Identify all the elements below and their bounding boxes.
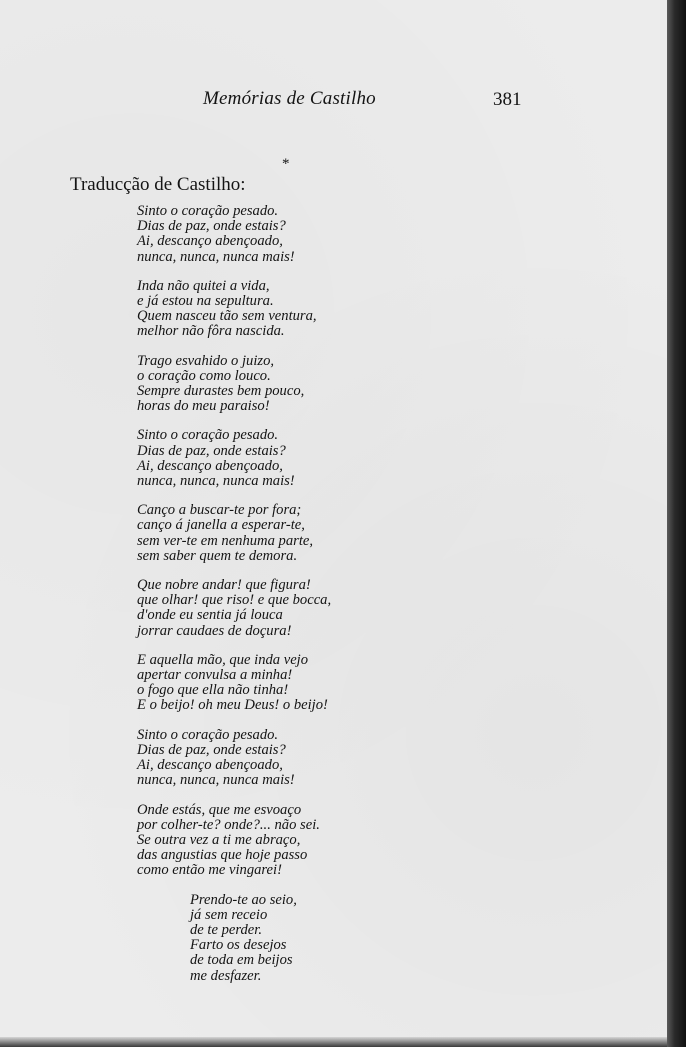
poem-line: E aquella mão, que inda vejo — [137, 651, 309, 668]
page-bottom-shadow — [0, 1037, 667, 1047]
section-title: Traducção de Castilho: — [70, 174, 246, 195]
poem-line: Sinto o coração pesado. — [137, 726, 279, 743]
poem-line: Onde estás, que me esvoaço — [137, 801, 302, 818]
poem-line: de toda em beijos — [190, 952, 293, 969]
poem — [137, 204, 557, 998]
poem-line: Se outra vez a ti me abraço, — [137, 831, 301, 848]
poem-line: Ai, descanço abençoado, — [137, 757, 283, 774]
poem-line: canço á janella a esperar-te, — [137, 517, 305, 534]
poem-line: nunca, nunca, nunca mais! — [137, 772, 295, 789]
poem-line: Inda não quitei a vida, — [137, 277, 270, 294]
poem-line: sem ver-te em nenhuma parte, — [137, 532, 313, 549]
poem-line: melhor não fôra nascida. — [137, 323, 285, 340]
book-edge-shadow — [667, 0, 686, 1047]
poem-line: Prendo-te ao seio, — [190, 891, 297, 908]
poem-line: como então me vingarei! — [137, 862, 282, 879]
poem-line: nunca, nunca, nunca mais! — [137, 473, 295, 490]
poem-line: Ai, descanço abençoado, — [137, 457, 283, 474]
poem-line: Ai, descanço abençoado, — [137, 233, 283, 250]
stanza — [137, 728, 557, 789]
poem-line: Dias de paz, onde estais? — [137, 218, 286, 235]
poem-line: Sinto o coração pesado. — [137, 427, 279, 444]
poem-line: Sempre durastes bem pouco, — [137, 383, 305, 400]
poem-line: sem saber quem te demora. — [137, 547, 298, 564]
section-ornament: * — [282, 156, 290, 172]
poem-line: e já estou na sepultura. — [137, 293, 274, 310]
poem-line: E o beijo! oh meu Deus! o beijo! — [137, 697, 328, 714]
stanza-coda — [190, 893, 557, 984]
stanza — [137, 428, 557, 489]
stanza — [137, 354, 557, 415]
poem-line: de te perder. — [190, 921, 262, 938]
page-number: 381 — [493, 89, 522, 110]
poem-line: Dias de paz, onde estais? — [137, 442, 286, 459]
poem-line: Sinto o coração pesado. — [137, 203, 279, 219]
poem-line: jorrar caudaes de doçura! — [137, 622, 292, 639]
stanza — [137, 279, 557, 340]
poem-line: que olhar! que riso! e que bocca, — [137, 592, 332, 609]
poem-line: d'onde eu sentia já louca — [137, 607, 283, 624]
poem-line: Canço a buscar-te por fora; — [137, 502, 302, 519]
stanza — [137, 578, 557, 639]
poem-line: já sem receio — [190, 906, 268, 923]
stanza — [137, 653, 557, 714]
stanza — [137, 503, 557, 564]
poem-line: Dias de paz, onde estais? — [137, 741, 286, 758]
poem-line: das angustias que hoje passo — [137, 847, 308, 864]
poem-line: apertar convulsa a minha! — [137, 667, 293, 684]
poem-line: Quem nasceu tão sem ventura, — [137, 308, 317, 325]
poem-line: horas do meu paraiso! — [137, 398, 270, 415]
poem-line: me desfazer. — [190, 967, 262, 984]
poem-line: Trago esvahido o juizo, — [137, 352, 275, 369]
running-head-title: Memórias de Castilho — [203, 88, 376, 109]
poem-line: o fogo que ella não tinha! — [137, 682, 289, 699]
stanza — [137, 803, 557, 879]
poem-line: o coração como louco. — [137, 367, 271, 384]
poem-line: por colher-te? onde?... não sei. — [137, 816, 320, 833]
poem-line: nunca, nunca, nunca mais! — [137, 248, 295, 265]
stanza — [137, 204, 557, 265]
poem-line: Que nobre andar! que figura! — [137, 577, 311, 594]
poem-line: Farto os desejos — [190, 937, 287, 954]
